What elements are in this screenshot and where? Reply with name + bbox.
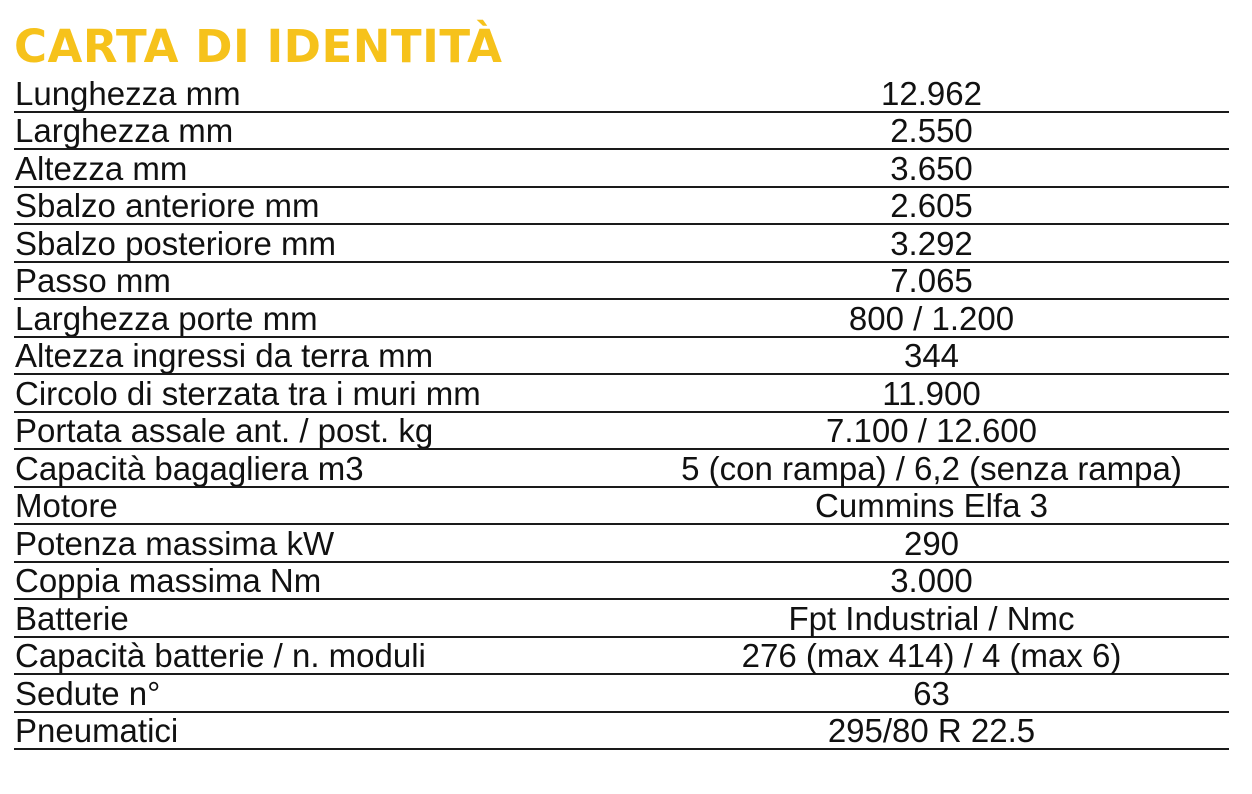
spec-row-capacita-bagagliera: [14, 450, 1229, 488]
spec-value: 63: [913, 674, 950, 712]
spec-label: Capacità bagagliera m3: [15, 451, 364, 486]
spec-row-larghezza-porte: [14, 300, 1229, 338]
spec-value: 344: [903, 337, 960, 374]
spec-label: Sedute n°: [15, 676, 161, 711]
spec-label: Sbalzo posteriore mm: [15, 226, 336, 261]
page-title: CARTA DI IDENTITÀ: [14, 20, 503, 73]
spec-row-potenza-massima: [14, 525, 1229, 563]
spec-row-capacita-batterie: [14, 638, 1229, 676]
spec-label: Altezza ingressi da terra mm: [15, 339, 434, 373]
spec-label: Pneumatici: [15, 714, 179, 748]
spec-row-altezza-ingressi: [14, 338, 1229, 376]
spec-row-portata-assale: [14, 413, 1229, 451]
spec-table: [14, 75, 1229, 750]
spec-row-altezza: [14, 150, 1229, 188]
spec-value: 3.650: [890, 149, 973, 187]
spec-row-lunghezza: [14, 75, 1229, 113]
spec-label: Motore: [15, 489, 118, 523]
spec-label: Altezza mm: [15, 151, 188, 186]
spec-value: 7.100 / 12.600: [825, 412, 1038, 449]
spec-row-sbalzo-posteriore: [14, 225, 1229, 263]
spec-label: Lunghezza mm: [15, 76, 241, 111]
spec-value: 11.900: [882, 374, 981, 412]
spec-row-batterie: [14, 600, 1229, 638]
spec-label: Portata assale ant. / post. kg: [15, 414, 434, 448]
spec-label: Passo mm: [15, 264, 171, 298]
spec-row-circolo-sterzata: [14, 375, 1229, 413]
spec-value: 276 (max 414) / 4 (max 6): [741, 637, 1122, 674]
spec-value: 7.065: [890, 262, 973, 299]
spec-value: 2.605: [890, 187, 973, 224]
spec-row-coppia-massima: [14, 563, 1229, 601]
spec-label: Coppia massima Nm: [15, 564, 322, 598]
spec-value: 3.000: [890, 562, 973, 599]
spec-row-passo: [14, 263, 1229, 301]
spec-value: 290: [903, 524, 960, 562]
spec-label: Larghezza porte mm: [15, 301, 318, 336]
spec-label: Capacità batterie / n. moduli: [15, 639, 426, 673]
spec-value: Cummins Elfa 3: [815, 487, 1048, 524]
spec-value: 2.550: [890, 112, 973, 149]
spec-label: Potenza massima kW: [15, 526, 335, 561]
spec-row-larghezza: [14, 113, 1229, 151]
spec-value: Fpt Industrial / Nmc: [788, 599, 1075, 637]
spec-label: Larghezza mm: [15, 114, 234, 148]
spec-value: 295/80 R 22.5: [827, 712, 1036, 749]
spec-value: 800 / 1.200: [848, 299, 1015, 337]
spec-row-pneumatici: [14, 713, 1229, 751]
spec-row-motore: [14, 488, 1229, 526]
spec-label: Sbalzo anteriore mm: [15, 189, 320, 223]
spec-value: 5 (con rampa) / 6,2 (senza rampa): [681, 449, 1182, 487]
spec-row-sbalzo-anteriore: [14, 188, 1229, 226]
spec-label: Circolo di sterzata tra i muri mm: [15, 376, 481, 411]
spec-row-sedute: [14, 675, 1229, 713]
spec-value: 3.292: [890, 224, 973, 262]
spec-value: 12.962: [881, 74, 982, 112]
spec-label: Batterie: [15, 601, 129, 636]
